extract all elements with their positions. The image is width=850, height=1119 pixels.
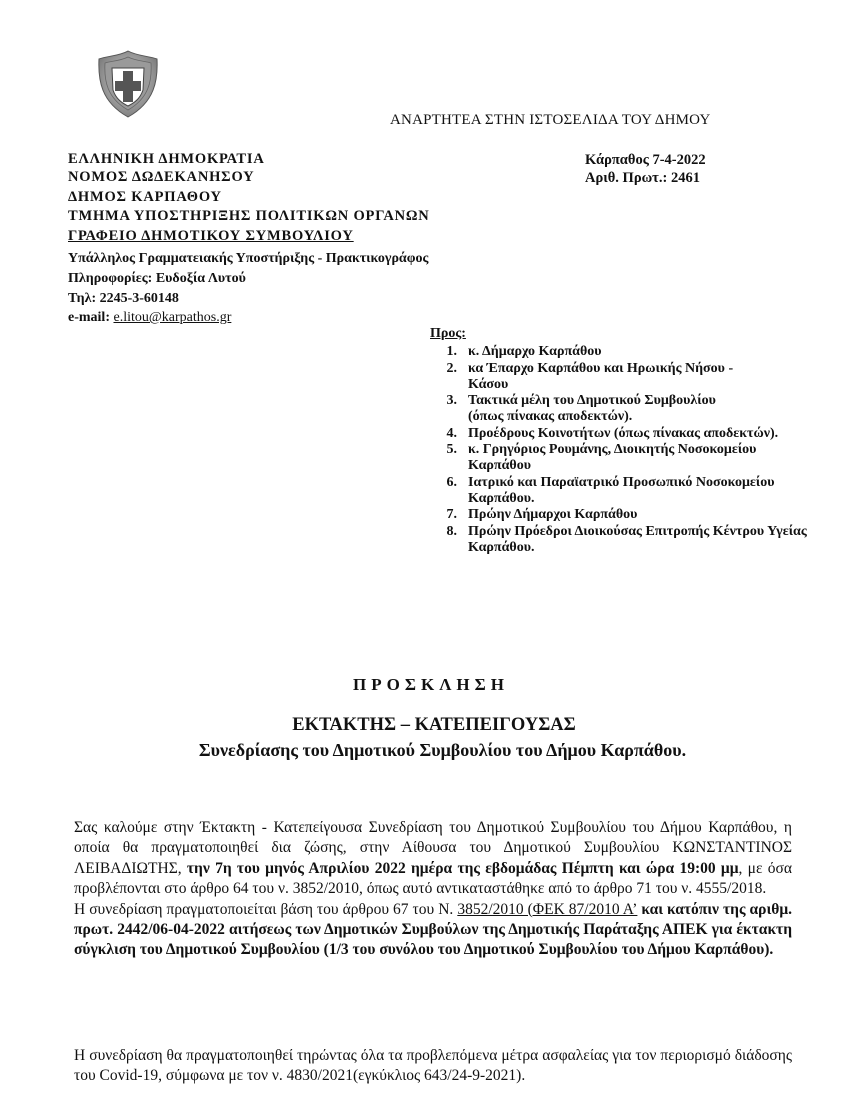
header-employee: Υπάλληλος Γραμματειακής Υποστήριξης - Πρακτικογράφος xyxy=(68,251,429,266)
request-reference: και κατόπιν της αριθμ. πρωτ. 2442/06-04-2022 αιτήσεως των Δημοτικών Συμβούλων της Δημοτικής Παράταξης ΑΠΕΚ για έκτακτη σύγκλιση του Δημοτικού Συμβουλίου (1/3 του συνόλου του Δημοτικού Συμβουλίου του Δήμου Καρπάθου). xyxy=(74,900,792,959)
recipient-number: 7. xyxy=(446,507,457,523)
recipient-item xyxy=(430,475,818,508)
recipient-item xyxy=(430,393,818,426)
urgency-heading: ΕΚΤΑΚΤΗΣ – ΚΑΤΕΠΕΙΓΟΥΣΑΣ xyxy=(292,715,576,735)
recipient-number: 5. xyxy=(446,442,457,458)
header-municipality: ΔΗΜΟΣ ΚΑΡΠΑΘΟΥ xyxy=(68,189,222,205)
header-republic: ΕΛΛΗΝΙΚΗ ΔΗΜΟΚΡΑΤΙΑ xyxy=(68,151,265,167)
recipient-number: 4. xyxy=(446,425,457,441)
recipients-block xyxy=(430,326,818,556)
recipient-text: Ιατρικό και Παραϊατρικό Προσωπικό Νοσοκομείου Καρπάθου. xyxy=(468,474,775,506)
posting-notice: ΑΝΑΡΤΗΤΕΑ ΣΤΗΝ ΙΣΤΟΣΕΛΙΔΑ ΤΟΥ ΔΗΜΟΥ xyxy=(390,112,711,128)
header-email-row xyxy=(68,309,231,326)
recipient-text: κ. Γρηγόριος Ρουμάνης, Διοικητής Νοσοκομείου Καρπάθου xyxy=(468,442,757,474)
invitation-paragraph xyxy=(74,818,792,961)
email-label: e-mail: xyxy=(68,310,110,325)
protocol-number: Αριθ. Πρωτ.: 2461 xyxy=(585,170,700,186)
header-info: Πληροφορίες: Ευδοξία Λυτού xyxy=(68,271,246,286)
recipient-text: κ. Δήμαρχο Καρπάθου xyxy=(468,344,602,360)
law-reference-link[interactable]: 3852/2010 (ΦΕΚ 87/2010 Α’ xyxy=(457,900,638,918)
recipient-text: Πρώην Πρόεδροι Διοικούσας Επιτροπής Κέντρου Υγείας Καρπάθου. xyxy=(468,523,807,555)
document-meta xyxy=(585,151,706,187)
recipient-item xyxy=(430,524,818,557)
recipient-number: 2. xyxy=(446,360,457,376)
recipient-item xyxy=(430,442,818,475)
recipient-item xyxy=(430,344,818,360)
session-heading: Συνεδρίασης του Δημοτικού Συμβουλίου του Δήμου Καρπάθου. xyxy=(198,740,687,760)
email-link[interactable]: e.litou@karpathos.gr xyxy=(113,310,232,325)
recipients-list xyxy=(430,344,818,556)
invitation-title: ΠΡΟΣΚΛΗΣΗ xyxy=(353,675,509,694)
recipient-number: 8. xyxy=(446,523,457,539)
body-text: Η συνεδρίαση πραγματοποιείται βάση του άρθρου 67 του Ν. xyxy=(74,900,458,918)
meeting-datetime: την 7η του μηνός Απριλίου 2022 ημέρα της εβδομάδας Πέμπτη και ώρα 19:00 μμ xyxy=(186,859,739,877)
recipient-number: 1. xyxy=(446,344,457,360)
recipient-item xyxy=(430,507,818,523)
body-text: Σας καλούμε στην Έκτακτη - Κατεπείγουσα Συνεδρίαση του Δημοτικού Συμβουλίου του Δήμου Καρπάθου, η οποία θα πραγματοποιηθεί δια ζώσης, στην Αίθουσα του Δημοτικού Συμβουλίου ΚΩΝΣΤΑΝΤΙΝΟΣ ΛΕΙΒΑΔΙΩΤΗΣ, xyxy=(74,819,792,877)
recipient-item xyxy=(430,426,818,442)
recipient-text: Τακτικά μέλη του Δημοτικού Συμβουλίου (όπως πίνακας αποδεκτών). xyxy=(468,393,716,425)
place-date: Κάρπαθος 7-4-2022 xyxy=(585,152,706,168)
recipient-item xyxy=(430,361,818,394)
greek-state-seal-icon xyxy=(97,50,159,118)
recipient-number: 6. xyxy=(446,474,457,490)
recipient-text: κα Έπαρχο Καρπάθου και Ηρωικής Νήσου - Κάσου xyxy=(468,360,734,392)
recipients-label: Προς: xyxy=(430,326,466,341)
recipient-number: 3. xyxy=(446,393,457,409)
covid-measures-paragraph: Η συνεδρίαση θα πραγματοποιηθεί τηρώντας όλα τα προβλεπόμενα μέτρα ασφαλείας για τον περιορισμό διάδοσης του Covid-19, σύμφωνα με τον ν. 4830/2021(εγκύκλιος 643/24-9-2021). xyxy=(74,1047,792,1085)
header-department: ΤΜΗΜΑ ΥΠΟΣΤΗΡΙΞΗΣ ΠΟΛΙΤΙΚΩΝ ΟΡΓΑΝΩΝ xyxy=(68,208,430,224)
recipient-text: Προέδρους Κοινοτήτων (όπως πίνακας αποδεκτών). xyxy=(468,425,779,441)
header-prefecture: ΝΟΜΟΣ ΔΩΔΕΚΑΝΗΣΟΥ xyxy=(68,169,255,185)
header-office: ΓΡΑΦΕΙΟ ΔΗΜΟΤΙΚΟΥ ΣΥΜΒΟΥΛΙΟΥ xyxy=(68,228,354,244)
recipient-text: Πρώην Δήμαρχοι Καρπάθου xyxy=(468,507,638,523)
header-phone: Τηλ: 2245-3-60148 xyxy=(68,291,179,306)
body-text: , με όσα προβλέπονται στο άρθρο 64 του ν. 3852/2010, όπως αυτό αντικαταστάθηκε από το άρθρο 71 του ν. 4555/2018. xyxy=(74,859,792,898)
